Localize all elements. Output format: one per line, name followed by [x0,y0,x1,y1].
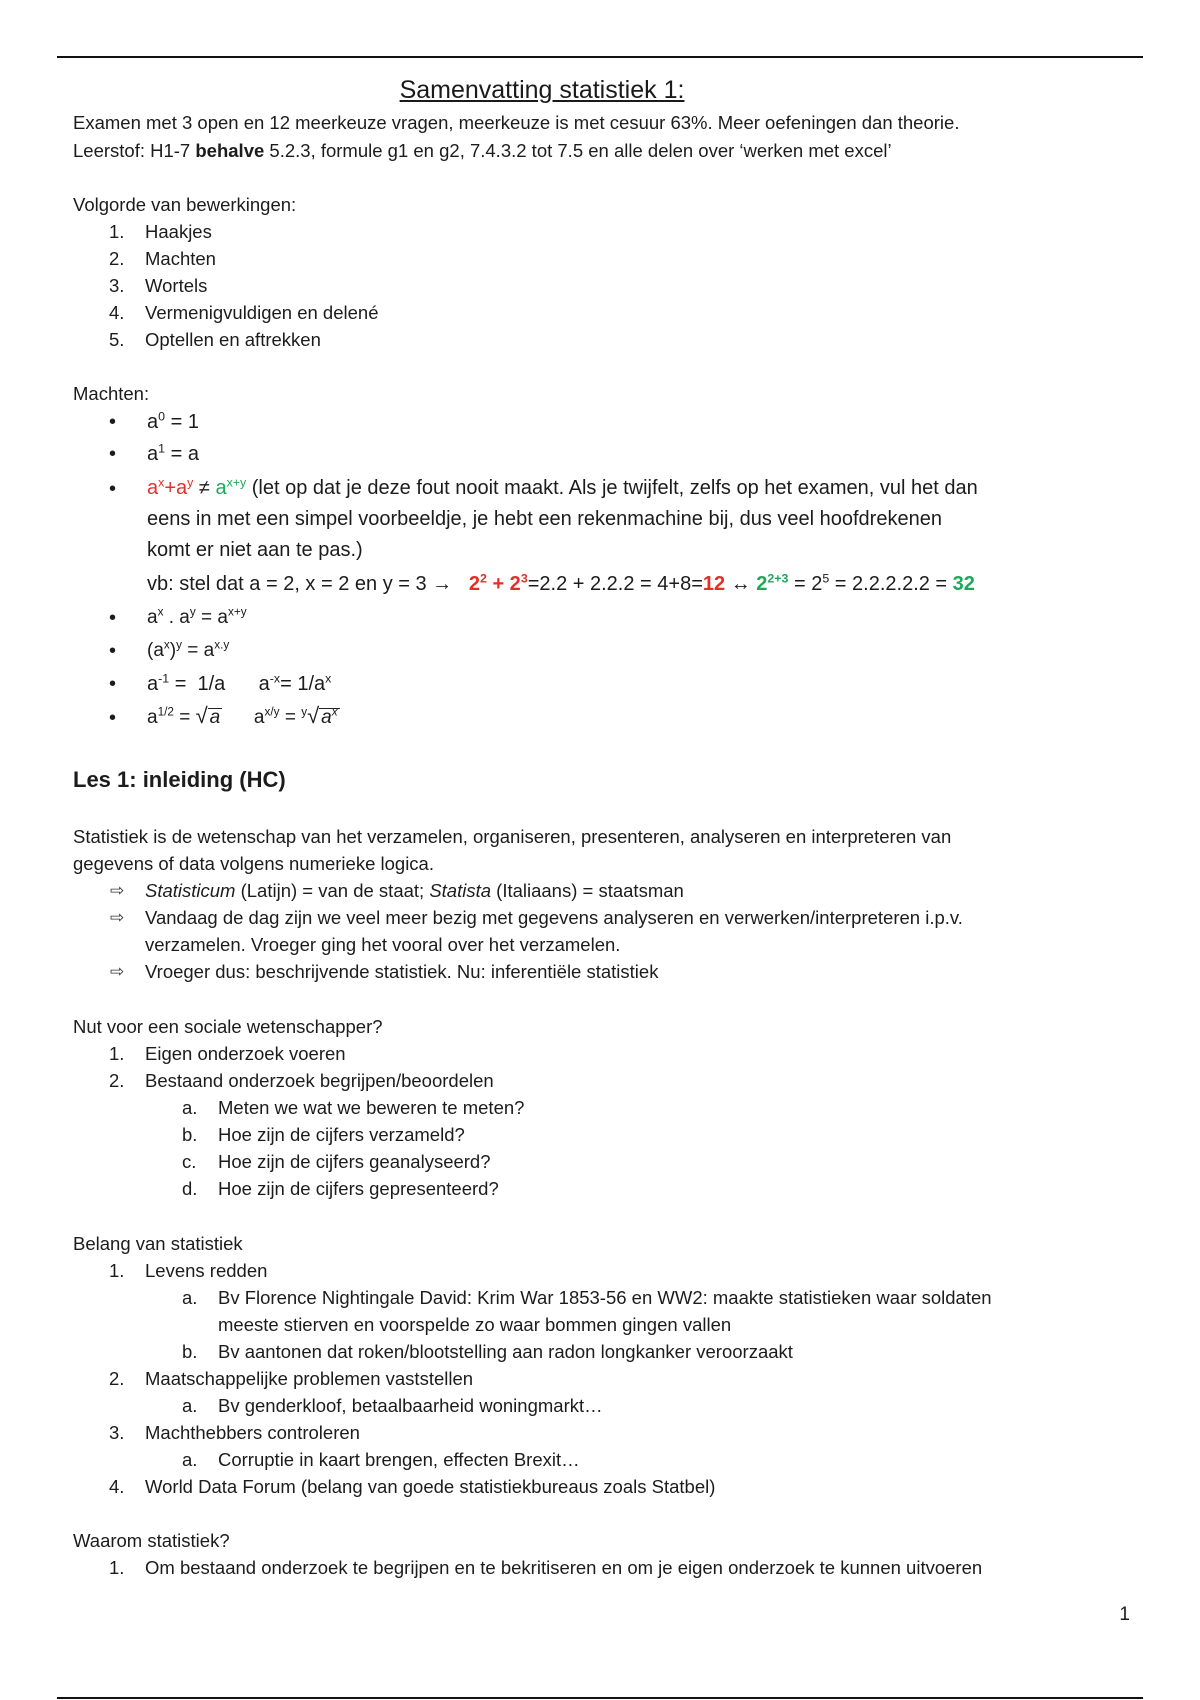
bullet: • [109,607,117,629]
sublist-letter: d. [182,1178,198,1199]
list-item: Vermenigvuldigen en delené [145,302,379,323]
bullet: • [109,640,117,662]
arrow-right-icon: ⇨ [110,962,125,981]
document-title: Samenvatting statistiek 1: [399,76,685,104]
sublist-item: Hoe zijn de cijfers geanalyseerd? [218,1151,491,1172]
sublist-item: Hoe zijn de cijfers gepresenteerd? [218,1178,499,1199]
sublist-letter: a. [182,1097,198,1118]
arrow-item-line: verzamelen. Vroeger ging het vooral over het verzamelen. [145,934,621,955]
list-num: 1. [109,1260,125,1281]
list-item: World Data Forum (belang van goede statistiekbureaus zoals Statbel) [145,1476,716,1497]
sublist-letter: a. [182,1287,198,1308]
bullet: • [109,443,117,465]
list-item: Optellen en aftrekken [145,329,321,350]
power-warning: $a^x+a^y \ne a^{x+y}$ (let op dat je deze fout nooit maakt. Als je twijfelt, zelfs op het examen, vul het dan eens in met een simpel voorbeeldje, je hebt een rekenmachine bij, dus veel hoofdrekenen komt er niet aan te pas.) [147,475,978,561]
order-heading: Volgorde van bewerkingen: [73,194,297,215]
sublist-letter: c. [182,1151,197,1172]
bottom-rule [57,1697,1143,1699]
list-item: Machten [145,248,216,269]
intro-line-1: Examen met 3 open en 12 meerkeuze vragen, meerkeuze is met cesuur 63%. Meer oefeningen dan theorie. [73,112,960,133]
list-item: Bestaand onderzoek begrijpen/beoordelen [145,1070,494,1091]
list-item: Maatschappelijke problemen vaststellen [145,1368,474,1389]
list-num: 3. [109,1422,125,1443]
sublist-item: Bv genderkloof, betaalbaarheid woningmarkt… [218,1395,603,1416]
list-num: 4. [109,302,125,323]
sublist-letter: b. [182,1124,198,1145]
power-example: vb: stel dat a = 2, x = 2 en y = 3 → $2^2 + 2^3=2.2 + 2.2.2 = 4+8=12$ ↔ $2^{2+3} = 2^5 = 2.2.2.2.2 = 32$ [147,571,975,595]
belang-heading: Belang van statistiek [73,1233,243,1254]
list-num: 2. [109,1368,125,1389]
sublist-letter: b. [182,1341,198,1362]
definition-line-1: Statistiek is de wetenschap van het verzamelen, organiseren, presenteren, analyseren en interpreteren van [73,826,952,847]
list-item: Wortels [145,275,208,296]
list-num: 2. [109,248,125,269]
bullet: • [109,707,117,729]
sublist-item: Hoe zijn de cijfers verzameld? [218,1124,465,1145]
page-number: 1 [1119,1604,1130,1625]
section-heading-les1: Les 1: inleiding (HC) [73,767,286,792]
bullet: • [109,411,117,433]
arrow-item-line: Vroeger dus: beschrijvende statistiek. Nu: inferentiële statistiek [145,961,659,982]
list-num: 1. [109,1557,125,1578]
definition-line-2: gegevens of data volgens numerieke logica. [73,853,434,874]
arrow-right-icon: ⇨ [110,881,125,900]
list-num: 1. [109,221,125,242]
sublist-item: Bv Florence Nightingale David: Krim War 1853-56 en WW2: maakte statistieken waar soldaten [218,1287,992,1308]
list-item: Levens redden [145,1260,268,1281]
power-rule-zero: $a^0 = 1$ [147,409,199,433]
list-num: 2. [109,1070,125,1091]
nut-heading: Nut voor een sociale wetenschapper? [73,1016,383,1037]
arrow-item-line: Vandaag de dag zijn we veel meer bezig met gegevens analyseren en verwerken/interpreteren i.p.v. [145,907,963,928]
waarom-heading: Waarom statistiek? [73,1530,230,1551]
list-item: Haakjes [145,221,212,242]
bullet: • [109,673,117,695]
power-rule-negative: $a^{-1} = 1/a$ $a^{-x}= 1/a^x$ [147,671,332,695]
top-rule [57,56,1143,58]
list-num: 5. [109,329,125,350]
list-num: 3. [109,275,125,296]
list-num: 1. [109,1043,125,1064]
sublist-letter: a. [182,1395,198,1416]
arrow-right-icon: ⇨ [110,908,125,927]
list-item: Machthebbers controleren [145,1422,360,1443]
arrow-item-etymology: Statisticum (Latijn) = van de staat; Statista (Italiaans) = staatsman [145,880,684,901]
power-rule-root: $a^{1/2}$ = √ a $a^{x/y} = ^y√$ $a^x$ [147,703,338,728]
sublist-letter: a. [182,1449,198,1470]
powers-heading: Machten: [73,383,150,404]
power-rule-product: $a^x$ . $a^y = a^{x+y}$ [147,605,247,628]
list-item: Eigen onderzoek voeren [145,1043,346,1064]
intro-line-2: Leerstof: H1-7 behalve 5.2.3, formule g1 en g2, 7.4.3.2 tot 7.5 en alle delen over ‘werken met excel’ [73,140,892,161]
sublist-item: Meten we wat we beweren te meten? [218,1097,525,1118]
bullet: • [109,478,117,500]
list-item: Om bestaand onderzoek te begrijpen en te bekritiseren en om je eigen onderzoek te kunnen uitvoeren [145,1557,983,1578]
power-rule-one: $a^1 = a$ [147,441,199,465]
sublist-item: Bv aantonen dat roken/blootstelling aan radon longkanker veroorzaakt [218,1341,793,1362]
power-rule-nested: $(a^x)^y = a^{x.y}$ [147,638,230,661]
sublist-item-continued: meeste stierven en voorspelde zo waar bommen gingen vallen [218,1314,732,1335]
sublist-item: Corruptie in kaart brengen, effecten Brexit… [218,1449,580,1470]
list-num: 4. [109,1476,125,1497]
